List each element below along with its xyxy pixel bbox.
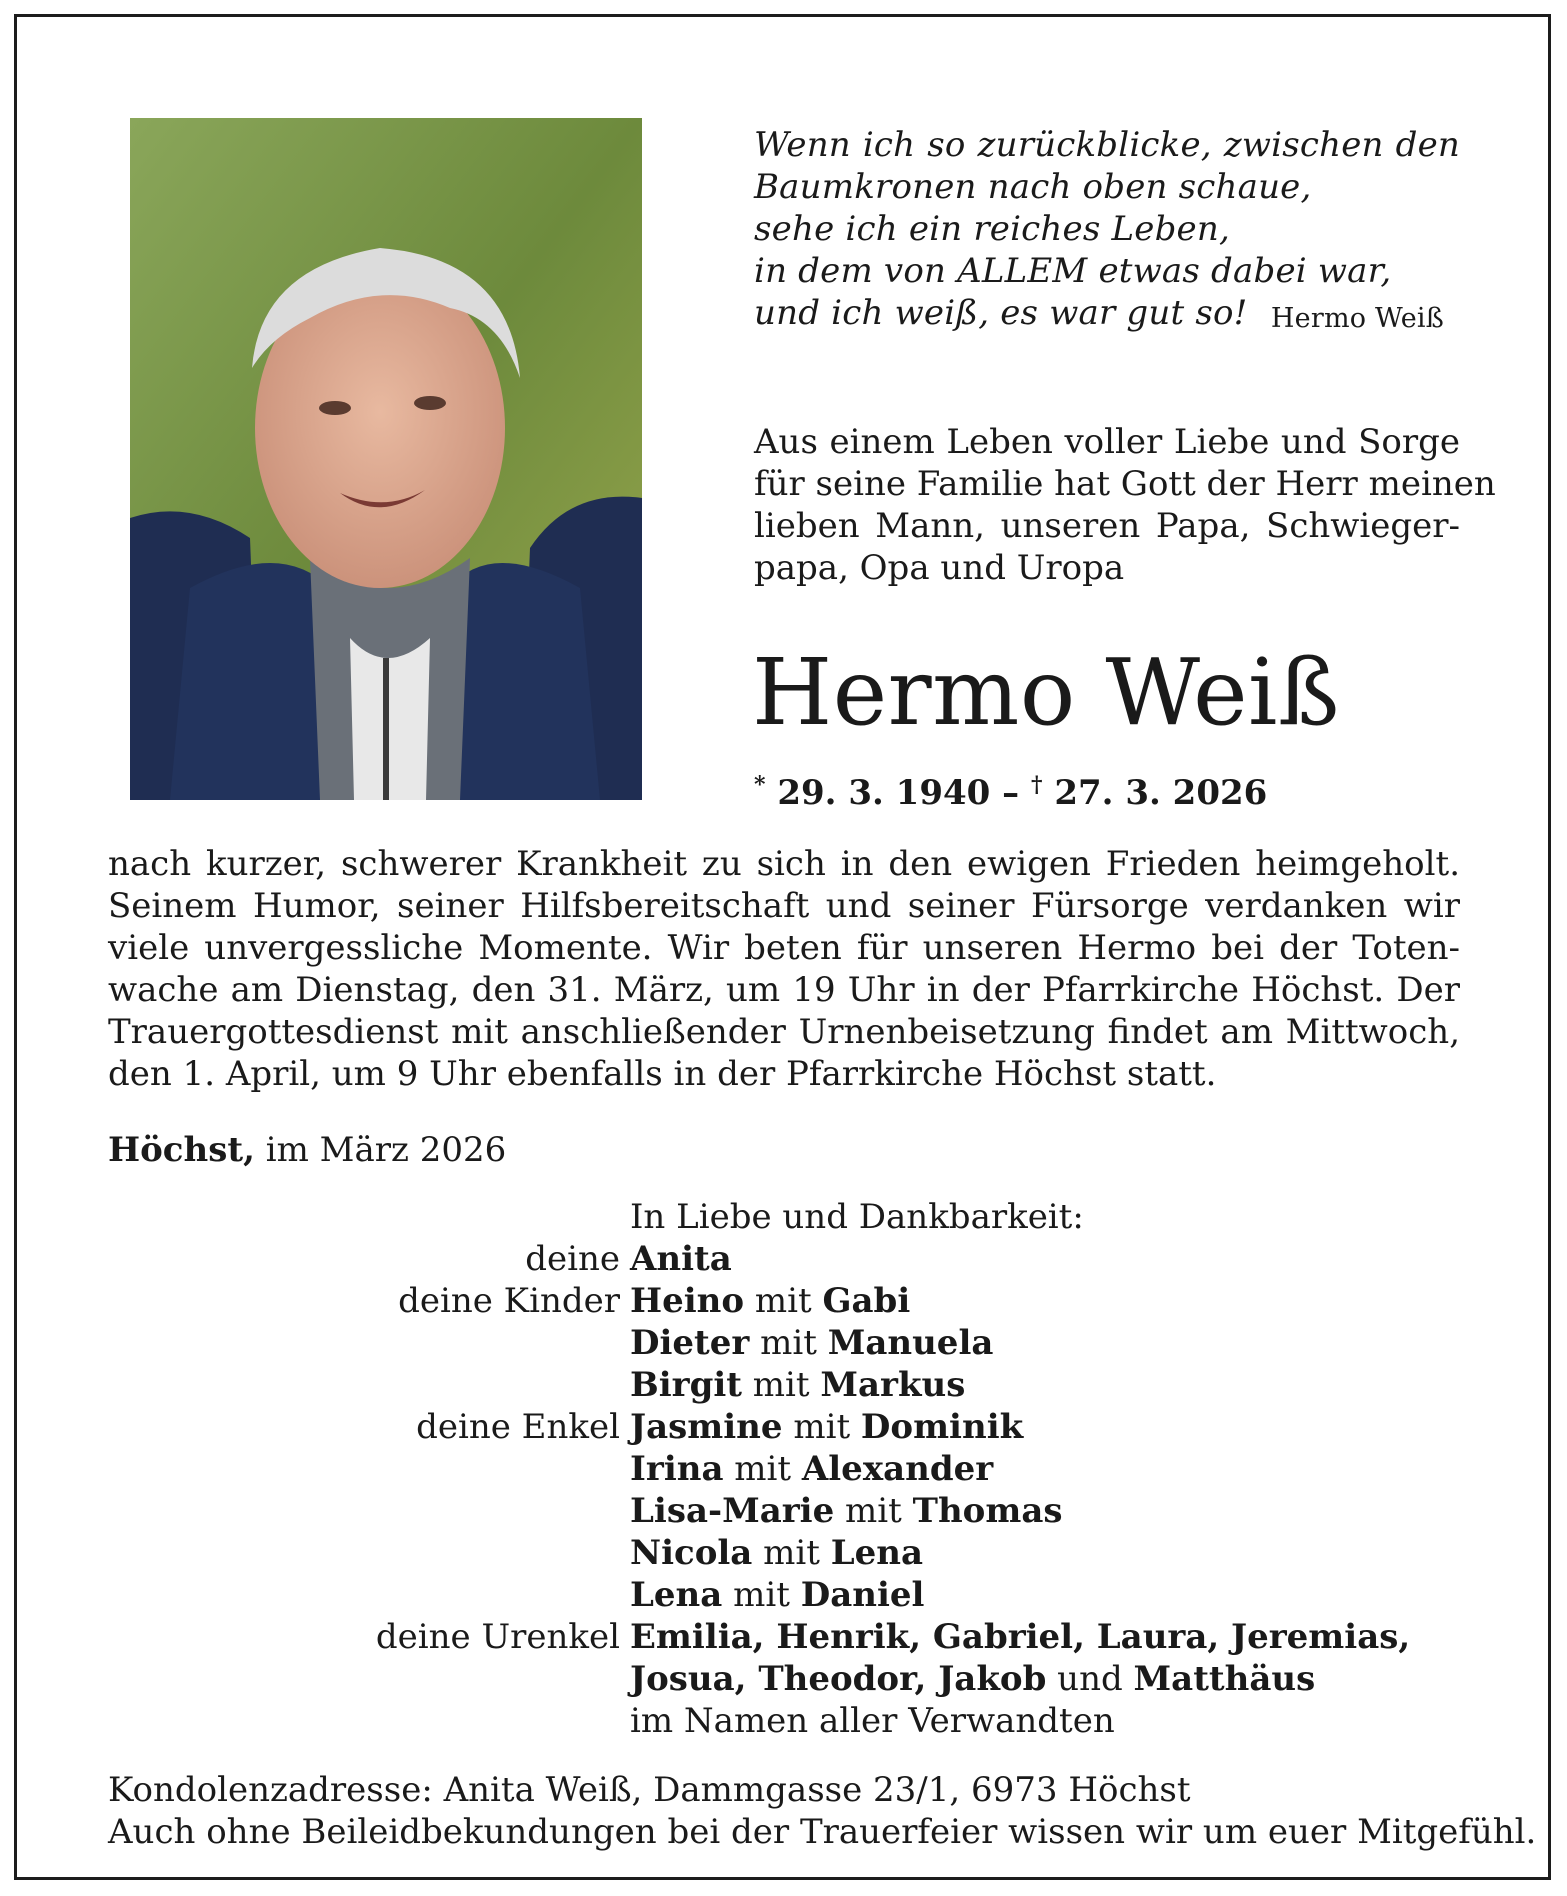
family-row: [108, 1700, 1460, 1742]
partner-name: Dominik: [860, 1407, 1024, 1447]
connector: mit: [723, 1449, 802, 1489]
grandchild-name: Lisa-Marie: [630, 1491, 835, 1531]
intro-paragraph: [754, 421, 1496, 589]
birth-symbol: *: [754, 772, 766, 798]
family-closing: im Namen aller Verwandten: [630, 1701, 1115, 1741]
motto-line: in dem von ALLEM etwas dabei war,: [754, 251, 1392, 291]
motto-line: und ich weiß, es war gut so!: [754, 293, 1248, 333]
footer-note: Auch ohne Beileidbekundungen bei der Trauerfeier wissen wir um euer Mitgefühl.: [108, 1812, 1537, 1852]
intro-line: Aus einem Leben voller Liebe und Sorge: [754, 422, 1460, 462]
birth-date: 29. 3. 1940: [777, 773, 991, 813]
family-row: [108, 1280, 1460, 1322]
partner-name: Lena: [830, 1533, 924, 1573]
portrait-photo: [130, 118, 642, 800]
death-symbol: †: [1031, 772, 1043, 798]
relation-label: deine Kinder: [398, 1281, 620, 1321]
relation-label: deine: [525, 1239, 620, 1279]
family-row: [108, 1406, 1460, 1448]
grandchild-name: Nicola: [630, 1533, 753, 1573]
footer: [108, 1769, 1537, 1853]
body-line: den 1. April, um 9 Uhr ebenfalls in der Pfarrkirche Höchst statt.: [108, 1054, 1217, 1094]
deceased-name: Hermo Weiß: [752, 639, 1340, 746]
body-line: viele unvergessliche Momente. Wir beten für unseren Hermo bei der Toten-: [108, 928, 1460, 968]
wife-name: Anita: [630, 1239, 732, 1279]
connector-and: und: [1046, 1659, 1134, 1699]
partner-name: Daniel: [800, 1575, 925, 1615]
family-heading: In Liebe und Dankbarkeit:: [630, 1197, 1084, 1237]
portrait-image: [130, 118, 642, 800]
partner-name: Thomas: [912, 1491, 1063, 1531]
family-row: [108, 1448, 1460, 1490]
intro-line: für seine Familie hat Gott der Herr meinen: [754, 464, 1496, 504]
great-grandchildren-names: Josua, Theodor, Jakob: [630, 1659, 1047, 1699]
partner-name: Markus: [820, 1365, 966, 1405]
family-row: [108, 1658, 1460, 1700]
intro-line: lieben Mann, unseren Papa, Schwieger-: [754, 506, 1460, 546]
life-dates: [754, 763, 1267, 815]
family-row: [108, 1364, 1460, 1406]
connector: mit: [834, 1491, 913, 1531]
connector: mit: [782, 1407, 861, 1447]
connector: mit: [752, 1533, 831, 1573]
body-line: wache am Dienstag, den 31. März, um 19 Uhr in der Pfarrkirche Höchst. Der: [108, 970, 1460, 1010]
great-grandchild-name: Matthäus: [1133, 1659, 1316, 1699]
partner-name: Alexander: [801, 1449, 994, 1489]
partner-name: Manuela: [827, 1323, 994, 1363]
death-date: 27. 3. 2026: [1054, 773, 1268, 813]
grandchild-name: Lena: [630, 1575, 723, 1615]
connector: mit: [722, 1575, 801, 1615]
family-row: [108, 1322, 1460, 1364]
connector: mit: [741, 1365, 821, 1405]
family-row: [108, 1616, 1460, 1658]
grandchild-name: Irina: [630, 1449, 724, 1489]
place-town: Höchst,: [108, 1130, 255, 1170]
child-name: Birgit: [630, 1365, 742, 1405]
child-name: Heino: [630, 1281, 745, 1321]
motto-line: Wenn ich so zurückblicke, zwischen den: [754, 125, 1460, 165]
place-date: [108, 1129, 506, 1171]
place-month: im März 2026: [254, 1130, 507, 1170]
family-row: [108, 1532, 1460, 1574]
grandchild-name: Jasmine: [630, 1407, 783, 1447]
body-line: Trauergottesdienst mit anschließender Urnenbeisetzung findet am Mittwoch,: [108, 1012, 1460, 1052]
body-line: nach kurzer, schwerer Krankheit zu sich in den ewigen Frieden heimgeholt.: [108, 844, 1460, 884]
family-row: [108, 1238, 1460, 1280]
body-line: Seinem Humor, seiner Hilfsbereitschaft und seiner Fürsorge verdanken wir: [108, 886, 1460, 926]
relation-label: deine Urenkel: [375, 1617, 620, 1657]
connector: mit: [749, 1323, 828, 1363]
great-grandchildren-names: Emilia, Henrik, Gabriel, Laura, Jeremias,: [630, 1617, 1411, 1657]
motto-author: Hermo Weiß: [1270, 303, 1444, 334]
motto-line: sehe ich ein reiches Leben,: [754, 209, 1230, 249]
motto-line: Baumkronen nach oben schaue,: [754, 167, 1312, 207]
connector: mit: [744, 1281, 823, 1321]
motto-quote: [754, 124, 1460, 334]
partner-name: Gabi: [822, 1281, 911, 1321]
family-row: [108, 1490, 1460, 1532]
date-dash: –: [1002, 773, 1020, 813]
relation-label: deine Enkel: [416, 1407, 620, 1447]
family-list: [108, 1196, 1460, 1742]
body-paragraph: [108, 843, 1460, 1095]
family-row: [108, 1196, 1460, 1238]
family-row: [108, 1574, 1460, 1616]
child-name: Dieter: [630, 1323, 750, 1363]
intro-line: papa, Opa und Uropa: [754, 548, 1125, 588]
condolence-address: Kondolenzadresse: Anita Weiß, Dammgasse 23/1, 6973 Höchst: [108, 1770, 1191, 1810]
